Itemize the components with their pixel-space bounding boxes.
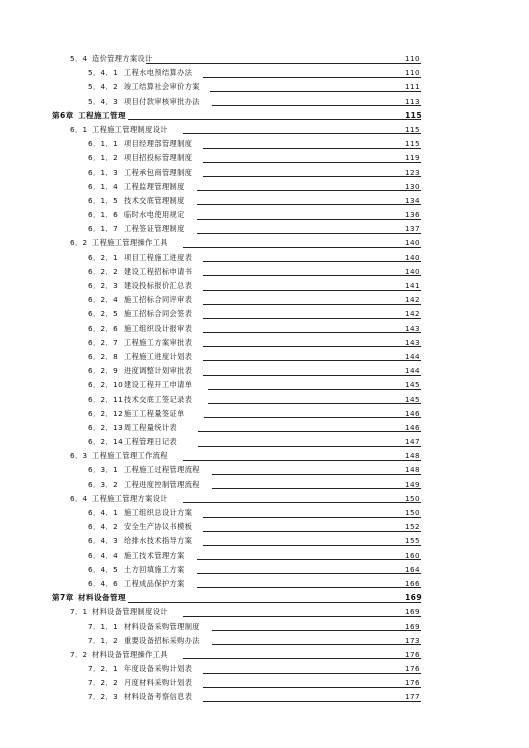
toc-entry-number: 第6章 bbox=[52, 110, 74, 120]
toc-entry[interactable] bbox=[0, 634, 529, 648]
toc-entry-number: 6．2．9 bbox=[88, 366, 119, 376]
toc-leader-line bbox=[197, 549, 411, 561]
toc-entry-number: 6．2．12 bbox=[88, 408, 124, 418]
toc-entry-title: 施工招标合同评审表 bbox=[124, 295, 193, 305]
toc-entry-number: 6．4．3 bbox=[88, 536, 119, 546]
toc-entry[interactable] bbox=[0, 236, 529, 250]
toc-entry-number: 6．2．14 bbox=[88, 437, 124, 447]
toc-entry-number: 6．1 bbox=[70, 124, 88, 134]
toc-entry-title: 工程施工管理操作工具 bbox=[92, 238, 168, 248]
toc-leader-line bbox=[198, 421, 411, 433]
toc-entry-title: 材料设备管理 bbox=[78, 593, 126, 603]
toc-page-number: 146 bbox=[405, 408, 420, 418]
toc-entry-number: 5．4．3 bbox=[88, 96, 119, 106]
toc-leader-line bbox=[203, 307, 411, 319]
toc-entry-title: 项目工程施工进度表 bbox=[124, 252, 193, 262]
toc-entry-title: 建设工程开工申请单 bbox=[124, 380, 193, 390]
toc-leader-line bbox=[183, 236, 411, 248]
toc-entry-title: 工程监理管理制度 bbox=[124, 181, 185, 191]
table-of-contents bbox=[0, 52, 529, 705]
toc-page-number: 115 bbox=[405, 124, 420, 134]
toc-entry-number: 6．3 bbox=[70, 451, 88, 461]
toc-entry-title: 施工工程量签证单 bbox=[124, 408, 185, 418]
toc-page-number: 136 bbox=[405, 210, 420, 220]
toc-entry-number: 6．2．4 bbox=[88, 295, 119, 305]
toc-entry-title: 竣工结算社会审价方案 bbox=[124, 82, 200, 92]
toc-entry-title: 工程水电预结算办法 bbox=[124, 68, 193, 78]
toc-entry-title: 工程施工管理制度设计 bbox=[92, 124, 168, 134]
toc-page-number: 115 bbox=[405, 110, 423, 120]
toc-entry-title: 工程施工进度计划表 bbox=[124, 351, 193, 361]
toc-leader-line bbox=[203, 520, 411, 532]
toc-entry[interactable] bbox=[0, 52, 529, 66]
toc-entry-number: 7．2 bbox=[70, 649, 88, 659]
toc-entry-title: 建设投标报价汇总表 bbox=[124, 281, 193, 290]
toc-entry-title: 技术交底工签记录表 bbox=[124, 394, 193, 404]
toc-entry-title: 材料设备管理制度设计 bbox=[92, 607, 168, 617]
toc-leader-line bbox=[183, 492, 411, 504]
toc-leader-line bbox=[128, 109, 411, 121]
toc-page-number: 142 bbox=[405, 295, 420, 305]
toc-entry[interactable] bbox=[0, 605, 529, 619]
toc-page-number: 166 bbox=[405, 578, 420, 588]
toc-entry-title: 安全生产协议书模板 bbox=[124, 522, 193, 532]
toc-page-number: 144 bbox=[405, 366, 420, 376]
toc-leader-line bbox=[183, 605, 411, 617]
toc-entry-number: 6．2．10 bbox=[88, 380, 124, 390]
toc-leader-line bbox=[203, 265, 411, 277]
toc-entry-number: 6．1．5 bbox=[88, 195, 119, 205]
toc-entry[interactable] bbox=[0, 350, 529, 364]
toc-entry[interactable] bbox=[0, 364, 529, 378]
toc-entry-number: 6．2．3 bbox=[88, 281, 119, 290]
toc-entry-number: 6．1．6 bbox=[88, 210, 119, 220]
toc-entry-title: 进度调整计划审批表 bbox=[124, 366, 193, 376]
toc-entry[interactable] bbox=[0, 279, 529, 293]
toc-page-number: 155 bbox=[405, 536, 420, 546]
toc-leader-line bbox=[203, 322, 411, 334]
toc-entry[interactable] bbox=[0, 421, 529, 435]
toc-leader-line bbox=[198, 435, 411, 447]
toc-entry-title: 施工组织设计报审表 bbox=[124, 323, 193, 333]
toc-entry-number: 6．4．1 bbox=[88, 508, 119, 517]
toc-page-number: 150 bbox=[405, 508, 420, 517]
toc-entry[interactable] bbox=[0, 620, 529, 634]
toc-entry-title: 项目招投标管理制度 bbox=[124, 153, 193, 163]
toc-page-number: 150 bbox=[405, 493, 420, 503]
toc-leader-line bbox=[183, 123, 411, 135]
toc-entry-number: 6．2．7 bbox=[88, 337, 119, 347]
toc-page-number: 110 bbox=[405, 54, 420, 63]
toc-entry-title: 周工程量统计表 bbox=[124, 422, 178, 432]
toc-entry-number: 7．1 bbox=[70, 607, 88, 617]
toc-entry-title: 施工技术管理方案 bbox=[124, 550, 185, 560]
toc-leader-line bbox=[203, 279, 411, 291]
toc-page-number: 152 bbox=[405, 522, 420, 532]
toc-entry[interactable] bbox=[0, 648, 529, 662]
toc-entry-number: 6．2．13 bbox=[88, 422, 124, 432]
toc-entry[interactable] bbox=[0, 662, 529, 676]
toc-entry-title: 月度材料采购计划表 bbox=[124, 678, 193, 688]
toc-entry[interactable] bbox=[0, 690, 529, 704]
toc-entry-title: 工程施工方案审批表 bbox=[124, 337, 193, 347]
toc-leader-line bbox=[203, 251, 411, 263]
toc-entry-title: 材料设备采购管理制度 bbox=[124, 621, 200, 631]
toc-entry-number: 第7章 bbox=[52, 593, 74, 603]
toc-entry-number: 6．2．8 bbox=[88, 351, 119, 361]
toc-page-number: 111 bbox=[405, 82, 420, 92]
toc-entry-number: 7．2．3 bbox=[88, 692, 119, 702]
toc-entry[interactable] bbox=[0, 265, 529, 279]
toc-chapter-entry[interactable] bbox=[0, 109, 529, 123]
toc-entry-title: 土方回填施工方案 bbox=[124, 564, 185, 574]
toc-page-number: 160 bbox=[405, 550, 420, 560]
toc-page-number: 145 bbox=[405, 394, 420, 404]
toc-entry[interactable] bbox=[0, 293, 529, 307]
toc-entry-title: 工程成品保护方案 bbox=[124, 578, 185, 588]
toc-leader-line bbox=[212, 620, 411, 632]
toc-leader-line bbox=[212, 478, 411, 490]
toc-chapter-entry[interactable] bbox=[0, 591, 529, 605]
toc-page-number: 169 bbox=[405, 621, 420, 631]
toc-entry-number: 6．2．11 bbox=[88, 394, 124, 404]
toc-leader-line bbox=[197, 180, 411, 192]
toc-page-number: 164 bbox=[405, 564, 420, 574]
toc-entry-title: 材料设备管理操作工具 bbox=[92, 649, 168, 659]
toc-entry[interactable] bbox=[0, 492, 529, 506]
toc-leader-line bbox=[212, 634, 411, 646]
toc-page-number: 140 bbox=[405, 266, 420, 276]
toc-entry[interactable] bbox=[0, 123, 529, 137]
toc-page-number: 176 bbox=[405, 678, 420, 688]
toc-page-number: 134 bbox=[405, 195, 420, 205]
toc-page-number: 140 bbox=[405, 252, 420, 262]
toc-page-number: 123 bbox=[405, 167, 420, 177]
toc-page-number: 169 bbox=[405, 593, 423, 603]
toc-page-number: 173 bbox=[405, 635, 420, 645]
toc-entry[interactable] bbox=[0, 435, 529, 449]
toc-page-number: 113 bbox=[405, 96, 420, 106]
toc-entry[interactable] bbox=[0, 534, 529, 548]
toc-leader-line bbox=[203, 350, 411, 362]
toc-leader-line bbox=[203, 166, 411, 178]
toc-entry-number: 6．1．1 bbox=[88, 139, 119, 149]
toc-page-number: 119 bbox=[405, 153, 420, 163]
toc-entry[interactable] bbox=[0, 676, 529, 690]
toc-page-number: 146 bbox=[405, 422, 420, 432]
toc-leader-line bbox=[203, 676, 411, 688]
toc-leader-line bbox=[203, 66, 411, 78]
toc-entry-number: 6．4．6 bbox=[88, 578, 119, 588]
toc-entry-title: 技术交底管理制度 bbox=[124, 195, 185, 205]
toc-entry-title: 工程进度控制管理流程 bbox=[124, 479, 200, 489]
toc-page-number: 143 bbox=[405, 337, 420, 347]
toc-entry-title: 工程施工过程管理流程 bbox=[124, 465, 200, 475]
toc-entry[interactable] bbox=[0, 520, 529, 534]
toc-leader-line bbox=[197, 563, 411, 575]
toc-page-number: 143 bbox=[405, 323, 420, 333]
toc-entry-number: 6．1．2 bbox=[88, 153, 119, 163]
toc-entry[interactable] bbox=[0, 478, 529, 492]
toc-leader-line bbox=[203, 137, 411, 149]
toc-leader-line bbox=[197, 208, 411, 220]
toc-entry-number: 6．2．2 bbox=[88, 266, 119, 276]
toc-entry-number: 6．2 bbox=[70, 238, 88, 248]
toc-entry-number: 5．4 bbox=[70, 54, 88, 63]
toc-leader-line bbox=[146, 52, 411, 64]
toc-entry-title: 项目经理部管理制度 bbox=[124, 139, 193, 149]
toc-entry-number: 6．2．1 bbox=[88, 252, 119, 262]
toc-entry-title: 施工招标合同会签表 bbox=[124, 309, 193, 319]
toc-entry[interactable] bbox=[0, 307, 529, 321]
toc-entry-title: 工程管理日记表 bbox=[124, 437, 178, 447]
toc-page-number: 110 bbox=[405, 68, 420, 78]
toc-page-number: 115 bbox=[405, 139, 420, 149]
toc-entry-title: 给排水技术指导方案 bbox=[124, 536, 193, 546]
toc-entry-number: 6．2．6 bbox=[88, 323, 119, 333]
toc-entry-title: 造价管理方案设计 bbox=[92, 54, 153, 63]
toc-leader-line bbox=[128, 591, 411, 603]
toc-leader-line bbox=[197, 194, 411, 206]
toc-entry-number: 6．3．2 bbox=[88, 479, 119, 489]
toc-entry[interactable] bbox=[0, 151, 529, 165]
toc-page-number: 141 bbox=[405, 281, 420, 290]
toc-entry[interactable] bbox=[0, 378, 529, 392]
toc-entry-number: 5．4．1 bbox=[88, 68, 119, 78]
toc-leader-line bbox=[208, 393, 411, 405]
toc-leader-line bbox=[203, 690, 411, 702]
toc-entry[interactable] bbox=[0, 322, 529, 336]
toc-entry[interactable] bbox=[0, 194, 529, 208]
toc-leader-line bbox=[203, 151, 411, 163]
toc-page-number: 137 bbox=[405, 224, 420, 234]
toc-entry[interactable] bbox=[0, 251, 529, 265]
toc-leader-line bbox=[197, 222, 411, 234]
toc-leader-line bbox=[203, 534, 411, 546]
toc-leader-line bbox=[197, 577, 411, 589]
toc-leader-line bbox=[203, 364, 411, 376]
toc-entry[interactable] bbox=[0, 407, 529, 421]
toc-leader-line bbox=[203, 336, 411, 348]
toc-entry[interactable] bbox=[0, 393, 529, 407]
toc-entry[interactable] bbox=[0, 577, 529, 591]
toc-entry-number: 6．4．2 bbox=[88, 522, 119, 532]
toc-entry-title: 建设工程招标申请书 bbox=[124, 266, 193, 276]
toc-entry[interactable] bbox=[0, 222, 529, 236]
toc-entry-number: 6．4 bbox=[70, 493, 88, 503]
toc-page-number: 140 bbox=[405, 238, 420, 248]
toc-entry-title: 工程承包商管理制度 bbox=[124, 167, 193, 177]
toc-entry-title: 工程签证管理制度 bbox=[124, 224, 185, 234]
toc-page-number: 130 bbox=[405, 181, 420, 191]
toc-page-number: 177 bbox=[405, 692, 420, 702]
toc-entry-title: 年度设备采购计划表 bbox=[124, 664, 193, 674]
toc-entry[interactable] bbox=[0, 166, 529, 180]
toc-leader-line bbox=[203, 662, 411, 674]
toc-entry[interactable] bbox=[0, 336, 529, 350]
toc-entry[interactable] bbox=[0, 449, 529, 463]
toc-leader-line bbox=[204, 407, 411, 419]
toc-leader-line bbox=[183, 449, 411, 461]
toc-entry-number: 6．1．7 bbox=[88, 224, 119, 234]
toc-leader-line bbox=[203, 293, 411, 305]
toc-entry-number: 7．2．1 bbox=[88, 664, 119, 674]
toc-entry[interactable] bbox=[0, 463, 529, 477]
toc-entry-title: 项目付款审核审批办法 bbox=[124, 96, 200, 106]
toc-entry[interactable] bbox=[0, 80, 529, 94]
toc-entry[interactable] bbox=[0, 208, 529, 222]
toc-entry-number: 5．4．2 bbox=[88, 82, 119, 92]
toc-page-number: 147 bbox=[405, 437, 420, 447]
toc-entry-title: 工程施工管理方案设计 bbox=[92, 493, 168, 503]
toc-entry[interactable] bbox=[0, 95, 529, 109]
toc-entry-title: 工程施工管理 bbox=[78, 110, 126, 120]
toc-leader-line bbox=[212, 463, 411, 475]
toc-leader-line bbox=[212, 95, 411, 107]
toc-entry-number: 6．2．5 bbox=[88, 309, 119, 319]
toc-entry[interactable] bbox=[0, 563, 529, 577]
toc-page-number: 142 bbox=[405, 309, 420, 319]
toc-entry-number: 6．4．5 bbox=[88, 564, 119, 574]
toc-page-number: 148 bbox=[405, 465, 420, 475]
toc-entry-number: 6．4．4 bbox=[88, 550, 119, 560]
toc-entry-title: 工程施工管理工作流程 bbox=[92, 451, 168, 461]
toc-leader-line bbox=[183, 648, 411, 660]
toc-entry-title: 施工组织总设计方案 bbox=[124, 508, 193, 517]
toc-entry-number: 7．1．2 bbox=[88, 635, 119, 645]
toc-entry[interactable] bbox=[0, 137, 529, 151]
toc-page-number: 169 bbox=[405, 607, 420, 617]
toc-entry[interactable] bbox=[0, 549, 529, 563]
toc-leader-line bbox=[203, 506, 411, 518]
toc-entry-title: 临时水电使用规定 bbox=[124, 210, 185, 220]
toc-entry-number: 6．3．1 bbox=[88, 465, 119, 475]
toc-entry[interactable] bbox=[0, 506, 529, 520]
toc-entry-number: 7．1．1 bbox=[88, 621, 119, 631]
toc-entry-title: 材料设备考察信息表 bbox=[124, 692, 193, 702]
toc-entry-number: 7．2．2 bbox=[88, 678, 119, 688]
toc-page-number: 144 bbox=[405, 351, 420, 361]
toc-page-number: 145 bbox=[405, 380, 420, 390]
toc-leader-line bbox=[210, 80, 411, 92]
toc-entry[interactable] bbox=[0, 66, 529, 80]
toc-page-number: 176 bbox=[405, 649, 420, 659]
toc-entry[interactable] bbox=[0, 180, 529, 194]
toc-entry-number: 6．1．4 bbox=[88, 181, 119, 191]
toc-entry-number: 6．1．3 bbox=[88, 167, 119, 177]
toc-page-number: 149 bbox=[405, 479, 420, 489]
toc-page-number: 148 bbox=[405, 451, 420, 461]
toc-page-number: 176 bbox=[405, 664, 420, 674]
toc-leader-line bbox=[208, 378, 411, 390]
toc-entry-title: 重要设备招标采购办法 bbox=[124, 635, 200, 645]
